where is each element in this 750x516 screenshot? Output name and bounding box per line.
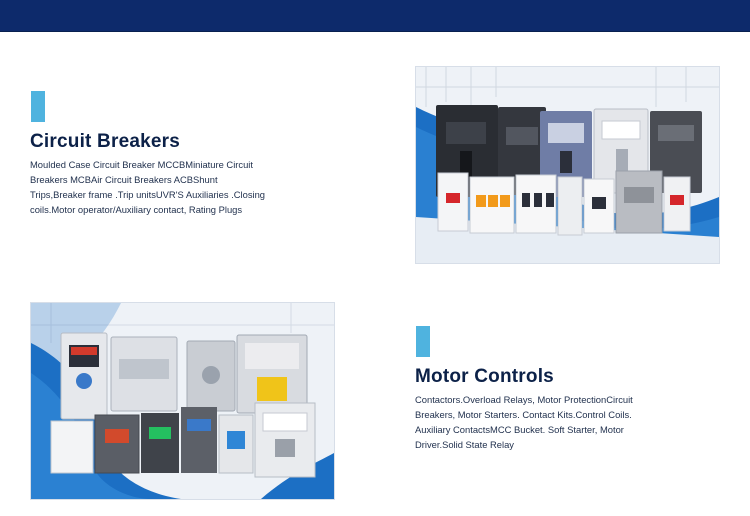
description-line: Driver.Solid State Relay xyxy=(415,439,514,450)
motor-controls-title: Motor Controls xyxy=(415,366,554,387)
description-line: Breakers MCBAir Circuit Breakers ACBShunt xyxy=(30,174,218,185)
circuit-breakers-product-photo xyxy=(416,67,719,263)
circuit-breakers-image xyxy=(415,66,720,264)
section-accent-bar xyxy=(31,91,45,122)
header-bar xyxy=(0,0,750,32)
description-line: Trips,Breaker frame .Trip unitsUVR'S Auxiliaries .Closing xyxy=(30,189,266,200)
description-line: Auxiliary ContactsMCC Bucket. Soft Starter, Motor xyxy=(415,424,624,435)
circuit-breakers-title: Circuit Breakers xyxy=(30,131,180,152)
description-line: Breakers, Motor Starters. Contact Kits.Control Coils. xyxy=(415,409,632,420)
motor-controls-image xyxy=(30,302,335,500)
description-line: coils.Motor operator/Auxiliary contact, Rating Plugs xyxy=(30,204,243,215)
description-line: Moulded Case Circuit Breaker MCCBMiniature Circuit xyxy=(30,159,253,170)
section-accent-bar xyxy=(416,326,430,357)
motor-controls-description xyxy=(415,392,705,452)
circuit-breakers-description xyxy=(30,157,290,217)
description-line: Contactors.Overload Relays, Motor ProtectionCircuit xyxy=(415,394,633,405)
motor-controls-product-photo xyxy=(31,303,334,499)
